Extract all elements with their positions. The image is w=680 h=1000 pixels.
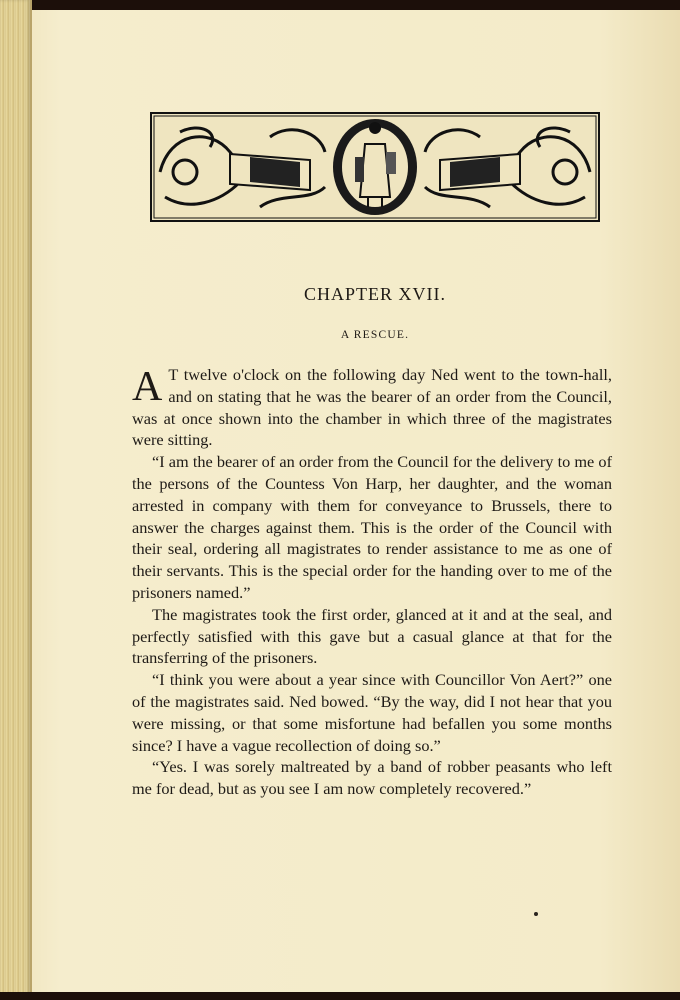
- chapter-subtitle: A RESCUE.: [340, 329, 410, 341]
- top-edge-shadow: [0, 0, 680, 10]
- headpiece-illustration: [150, 112, 600, 222]
- paragraph-5: “Yes. I was sorely maltreated by a band of robber peasants who left me for dead, but as you see I am now completely recovered.”: [132, 757, 612, 799]
- ornamental-headpiece: [150, 112, 600, 222]
- paragraph-2: “I am the bearer of an order from the Council for the delivery to me of the persons of the Countess Von Harp, her daughter, and the woman arrested in company with them for conveyance to Brussels, there to answer the charges against them. This is the order of the Council with their seal, ordering all magistrates to render assistance to me as one of their servants. This is the special order for the handing over to me of the prisoners named.”: [132, 452, 612, 602]
- paragraph-4: “I think you were about a year since with Councillor Von Aert?” one of the magistrates said. Ned bowed. “By the way, did I not hear that you were missing, or that some misfortune had befallen you some months since? I have a vague recollection of doing so.”: [132, 670, 612, 755]
- paragraph-3: The magistrates took the first order, glanced at it and at the seal, and perfectly satisfied with this gave but a casual glance at that for the transferring of the prisoners.: [132, 604, 612, 668]
- page-edges: [0, 0, 30, 1000]
- drop-cap: A: [132, 364, 163, 410]
- printer-mark: [534, 912, 538, 916]
- chapter-body: [132, 364, 612, 800]
- paragraph-1-text: T twelve o'clock on the following day Ned went to the town-hall, and on stating that he was the bearer of an order from the Council, was at once shown into the chamber in which three of the magistrates were sitting.: [132, 365, 612, 450]
- paragraph-1: [132, 364, 612, 451]
- chapter-title: CHAPTER XVII.: [304, 284, 446, 304]
- bottom-edge-shadow: [0, 992, 680, 1000]
